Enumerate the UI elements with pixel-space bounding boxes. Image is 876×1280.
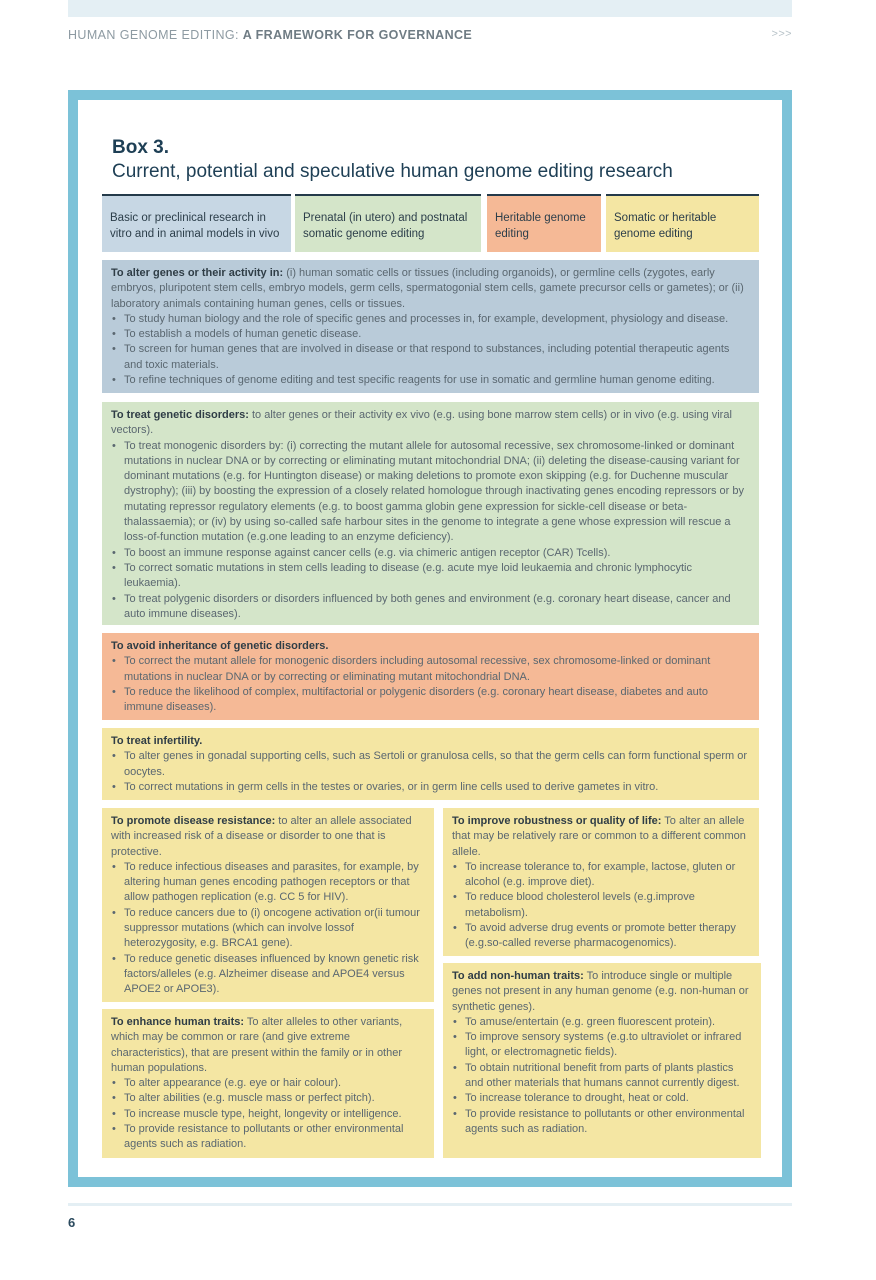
list-item: • To boost an immune response against cancer cells (e.g. via chimeric antigen receptor (CAR) Tcells). xyxy=(111,546,750,561)
panel-non-human-traits xyxy=(443,963,761,1158)
list-item: • To increase tolerance to drought, heat or cold. xyxy=(452,1091,752,1106)
legend-heritable-editing: Heritable genome editing xyxy=(487,194,601,252)
list-item: • To increase muscle type, height, longevity or intelligence. xyxy=(111,1107,425,1122)
panel-resistance-list xyxy=(111,860,425,998)
running-header xyxy=(68,28,792,46)
panel-alter-list xyxy=(111,312,750,388)
list-item: • To treat monogenic disorders by: (i) correcting the mutant allele for autosomal recessive, sex chromosome-linked or dominant mutations in nuclear DNA or by correcting or eliminating mutant mitochondrial DNA; (ii) deleting the disease-causing variant for dominant mutations (e.g. for Huntington disease) or making deletions to promote exon skipping (e.g. for Duchenne muscular dystrophy); (iii) by boosting the expression of a closely related homologue through inactivating genes encoding repressors or by mutating repressor regulatory elements (e.g. to boost gamma globin gene expression for sickle-cell disease or beta-thalassaemia); or (iv) by using so-called safe harbour sites in the genome to integrate a gene whose expression will rescue a loss-of-function mutation (e.g.one leading to an enzyme deficiency). xyxy=(111,439,750,546)
list-item: • To screen for human genes that are involved in disease or that respond to substances, including potential therapeutic agents and toxic materials. xyxy=(111,342,750,373)
panel-treat-genetic-list xyxy=(111,439,750,623)
panel-nonhuman-list xyxy=(452,1015,752,1137)
top-color-band xyxy=(68,0,792,17)
list-item: • To reduce the likelihood of complex, multifactorial or polygenic disorders (e.g. coronary heart disease, diabetes and auto immune diseases). xyxy=(111,685,750,716)
header-arrows: >>> xyxy=(771,28,792,40)
footer-rule xyxy=(68,1203,792,1206)
list-item: • To establish a models of human genetic disease. xyxy=(111,327,750,342)
panel-infertility-lead: To treat infertility. xyxy=(111,735,203,747)
box-heading: Current, potential and speculative human genome editing research xyxy=(112,161,673,182)
legend-somatic-editing: Prenatal (in utero) and postnatal somatic genome editing xyxy=(295,194,481,252)
panel-enhance-list xyxy=(111,1076,425,1152)
panel-nonhuman-lead: To add non-human traits: xyxy=(452,970,584,982)
list-item: • To correct the mutant allele for monogenic disorders including autosomal recessive, sex chromosome-linked or dominant mutations in nuclear DNA or by correcting or eliminating mutant mitochondrial DNA. xyxy=(111,654,750,685)
list-item: • To reduce cancers due to (i) oncogene activation or(ii tumour suppressor mutations (which can involve lossof heterozygosity, e.g. BRCA1 gene). xyxy=(111,906,425,952)
box-content xyxy=(78,100,782,1177)
panel-infertility-intro xyxy=(111,734,750,749)
box-title xyxy=(112,136,752,184)
list-item: • To reduce blood cholesterol levels (e.g.improve metabolism). xyxy=(452,890,750,921)
panel-robustness-intro: To improve robustness or quality of life: To alter an allele that may be relatively rare or common to a different common allele. xyxy=(452,815,746,858)
list-item: • To improve sensory systems (e.g.to ultraviolet or infrared light, or electromagnetic fields). xyxy=(452,1030,752,1061)
panel-disease-resistance xyxy=(102,808,434,1002)
legend-basic-research: Basic or preclinical research in vitro and in animal models in vivo xyxy=(102,194,291,252)
panel-alter-intro: To alter genes or their activity in: (i) human somatic cells or tissues (including organoids), or germline cells (zygotes, early embryos, pluripotent stem cells, embryo models, germ cells, spermatogonial stem cells, gamete precursor cells or gametes); or (ii) laboratory animals containing human genes, cells or tissues. xyxy=(111,267,744,310)
box-number: Box 3. xyxy=(112,137,170,158)
panel-alter-lead: To alter genes or their activity in: xyxy=(111,267,284,279)
panel-enhance-traits xyxy=(102,1009,434,1158)
list-item: • To treat polygenic disorders or disorders influenced by both genes and environment (e.g. coronary heart disease, cancer and auto immune diseases). xyxy=(111,592,750,623)
panel-resistance-intro: To promote disease resistance: to alter an allele associated with increased risk of a disease or disorder to one that is protective. xyxy=(111,815,412,858)
list-item: • To correct somatic mutations in stem cells leading to disease (e.g. acute mye loid leukaemia and chronic lymphocytic leukaemia). xyxy=(111,561,750,592)
list-item: • To obtain nutritional benefit from parts of plants plastics and other materials that humans cannot currently digest. xyxy=(452,1061,752,1092)
panel-enhance-lead: To enhance human traits: xyxy=(111,1016,245,1028)
panel-robustness xyxy=(443,808,759,956)
panel-resistance-lead: To promote disease resistance: xyxy=(111,815,276,827)
panel-treat-infertility xyxy=(102,728,759,800)
list-item: • To amuse/entertain (e.g. green fluorescent protein). xyxy=(452,1015,752,1030)
list-item: • To increase tolerance to, for example, lactose, gluten or alcohol (e.g. improve diet). xyxy=(452,860,750,891)
panel-enhance-intro: To enhance human traits: To alter alleles to other variants, which may be common or rare (and give extreme characteristics), that are present within the family or in other human populations. xyxy=(111,1016,403,1074)
panel-avoid-list xyxy=(111,654,750,715)
header-title-bold: A FRAMEWORK FOR GOVERNANCE xyxy=(242,28,473,42)
panel-robustness-list xyxy=(452,860,750,952)
list-item: • To reduce infectious diseases and parasites, for example, by altering human genes encoding pathogen receptors or that allow pathogen replication (e.g. CC 5 for HIV). xyxy=(111,860,425,906)
panel-avoid-intro xyxy=(111,639,750,654)
list-item: • To alter genes in gonadal supporting cells, such as Sertoli or granulosa cells, so that the germ cells can form functional sperm or oocytes. xyxy=(111,749,750,780)
list-item: • To alter appearance (e.g. eye or hair colour). xyxy=(111,1076,425,1091)
panel-treat-genetic-lead: To treat genetic disorders: xyxy=(111,409,249,421)
header-title-prefix: HUMAN GENOME EDITING: xyxy=(68,28,243,42)
list-item: • To correct mutations in germ cells in the testes or ovaries, or in germ line cells used to derive gametes in vitro. xyxy=(111,780,750,795)
panel-infertility-list xyxy=(111,749,750,795)
list-item: • To study human biology and the role of specific genes and processes in, for example, development, physiology and disease. xyxy=(111,312,750,327)
list-item: • To provide resistance to pollutants or other environmental agents such as radiation. xyxy=(452,1107,752,1138)
panel-robustness-lead: To improve robustness or quality of life: xyxy=(452,815,662,827)
panel-treat-genetic xyxy=(102,402,759,625)
panel-avoid-lead: To avoid inheritance of genetic disorders. xyxy=(111,640,329,652)
list-item: • To refine techniques of genome editing and test specific reagents for use in somatic and germline human genome editing. xyxy=(111,373,750,388)
box-frame xyxy=(68,90,792,1187)
list-item: • To avoid adverse drug events or promote better therapy (e.g.so-called reverse pharmacogenomics). xyxy=(452,921,750,952)
panel-nonhuman-intro: To add non-human traits: To introduce single or multiple genes not present in any human genome (e.g. non-human or synthetic genes). xyxy=(452,970,749,1013)
list-item: • To provide resistance to pollutants or other environmental agents such as radiation. xyxy=(111,1122,425,1153)
list-item: • To reduce genetic diseases influenced by known genetic risk factors/alleles (e.g. Alzheimer disease and APOE4 versus APOE2 or APOE3). xyxy=(111,952,425,998)
list-item: • To alter abilities (e.g. muscle mass or perfect pitch). xyxy=(111,1091,425,1106)
panel-avoid-inheritance xyxy=(102,633,759,720)
page-number: 6 xyxy=(68,1215,76,1230)
panel-alter-genes xyxy=(102,260,759,393)
panel-treat-genetic-intro: To treat genetic disorders: to alter genes or their activity ex vivo (e.g. using bone marrow stem cells) or in vivo (e.g. using viral vectors). xyxy=(111,409,732,437)
legend-somatic-or-heritable: Somatic or heritable genome editing xyxy=(606,194,759,252)
